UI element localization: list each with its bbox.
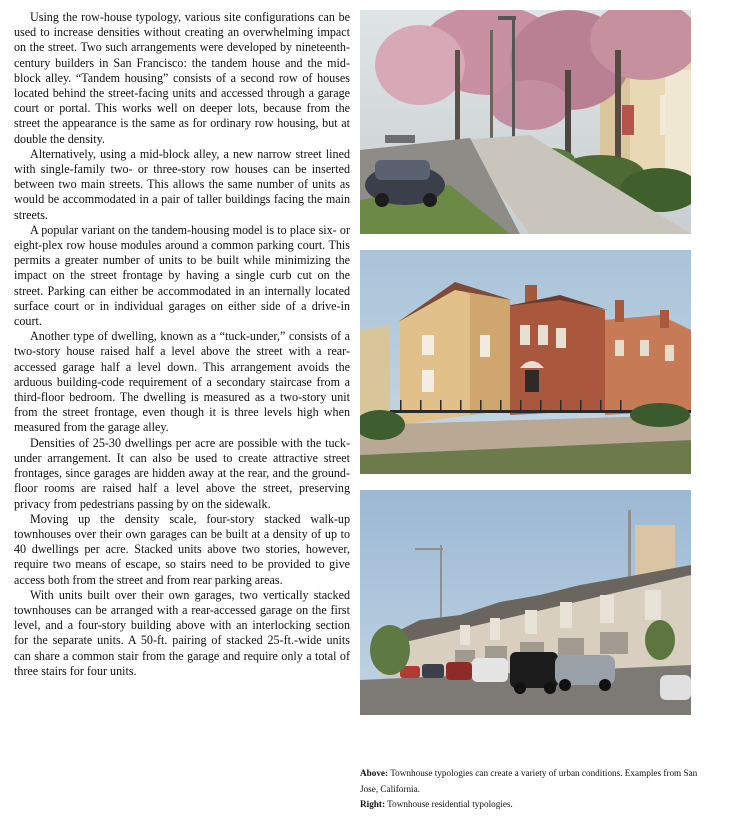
body-text-column [14, 10, 350, 679]
caption-above-label: Above: [360, 768, 389, 778]
caption-right-label: Right: [360, 799, 386, 809]
body-paragraph: Densities of 25-30 dwellings per acre are possible with the tuck-under arrangement. It can also be used to create attractive street frontages, since garages are hidden away at the rear, and the ground-floor rooms are raised half a level above the street, preserving privacy from pedestrians passing by on the sidewalk. [14, 435, 350, 511]
figure-caption [360, 766, 700, 813]
street-with-blossoming-trees-photo [360, 10, 691, 234]
body-paragraph: Moving up the density scale, four-story stacked walk-up townhouses over their own garages can be built at a density of up to 40 dwellings per acre. Stacked units above two stories, however, require two means of escape, so stairs need to be provided to give access both from the street and from rear parking areas. [14, 511, 350, 587]
body-paragraph: With units built over their own garages, two vertically stacked townhouses can be arranged with a rear-accessed garage on the first level, and a four-story building above with an interlocking section for the separate units. A 50-ft. pairing of stacked 25-ft.-wide units can share a common stair from the garage and require only a total of three stairs for four units. [14, 587, 350, 678]
body-paragraph: A popular variant on the tandem-housing model is to place six- or eight-plex row house modules around a common parking court. This permits a greater number of units to be built while minimizing the impact on the street frontage by having a single curb cut on the street. Parking can either be accommodated in an internally located surface court or in individual garages on either side of a drive-in court. [14, 222, 350, 329]
caption-above-text: Townhouse typologies can create a variety of urban conditions. Examples from San Jose, California. [360, 768, 698, 794]
body-paragraph: Using the row-house typology, various site configurations can be used to increase densities without creating an overwhelming impact on the street. Two such arrangements were developed by nineteenth-century builders in San Francisco: the tandem house and the mid-block alley. “Tandem housing” consists of a second row of houses located behind the street-facing units and accessed through a garage court or portal. This works well on deeper lots, because from the street the appearance is the same as for ordinary row housing, but at double the density. [14, 10, 350, 146]
caption-right [360, 797, 700, 813]
caption-above [360, 766, 700, 797]
brick-townhouses-photo [360, 250, 691, 474]
body-paragraph: Alternatively, using a mid-block alley, a new narrow street lined with single-family two- or three-story row houses can be inserted between two main streets. This allows the same number of units as would be accommodated in a pair of taller buildings facing the main streets. [14, 146, 350, 222]
townhouse-row-parked-cars-photo [360, 490, 691, 715]
caption-right-text: Townhouse residential typologies. [385, 799, 513, 809]
body-paragraph: Another type of dwelling, known as a “tuck-under,” consists of a two-story house raised half a level above the street with a rear-accessed garage half a level down. This arrangement avoids the arduous building-code requirement of a secondary staircase from a third-floor bedroom. The dwelling is measured as a two-story unit from the street frontage, even though it is three levels high when measured from the garage alley. [14, 329, 350, 435]
